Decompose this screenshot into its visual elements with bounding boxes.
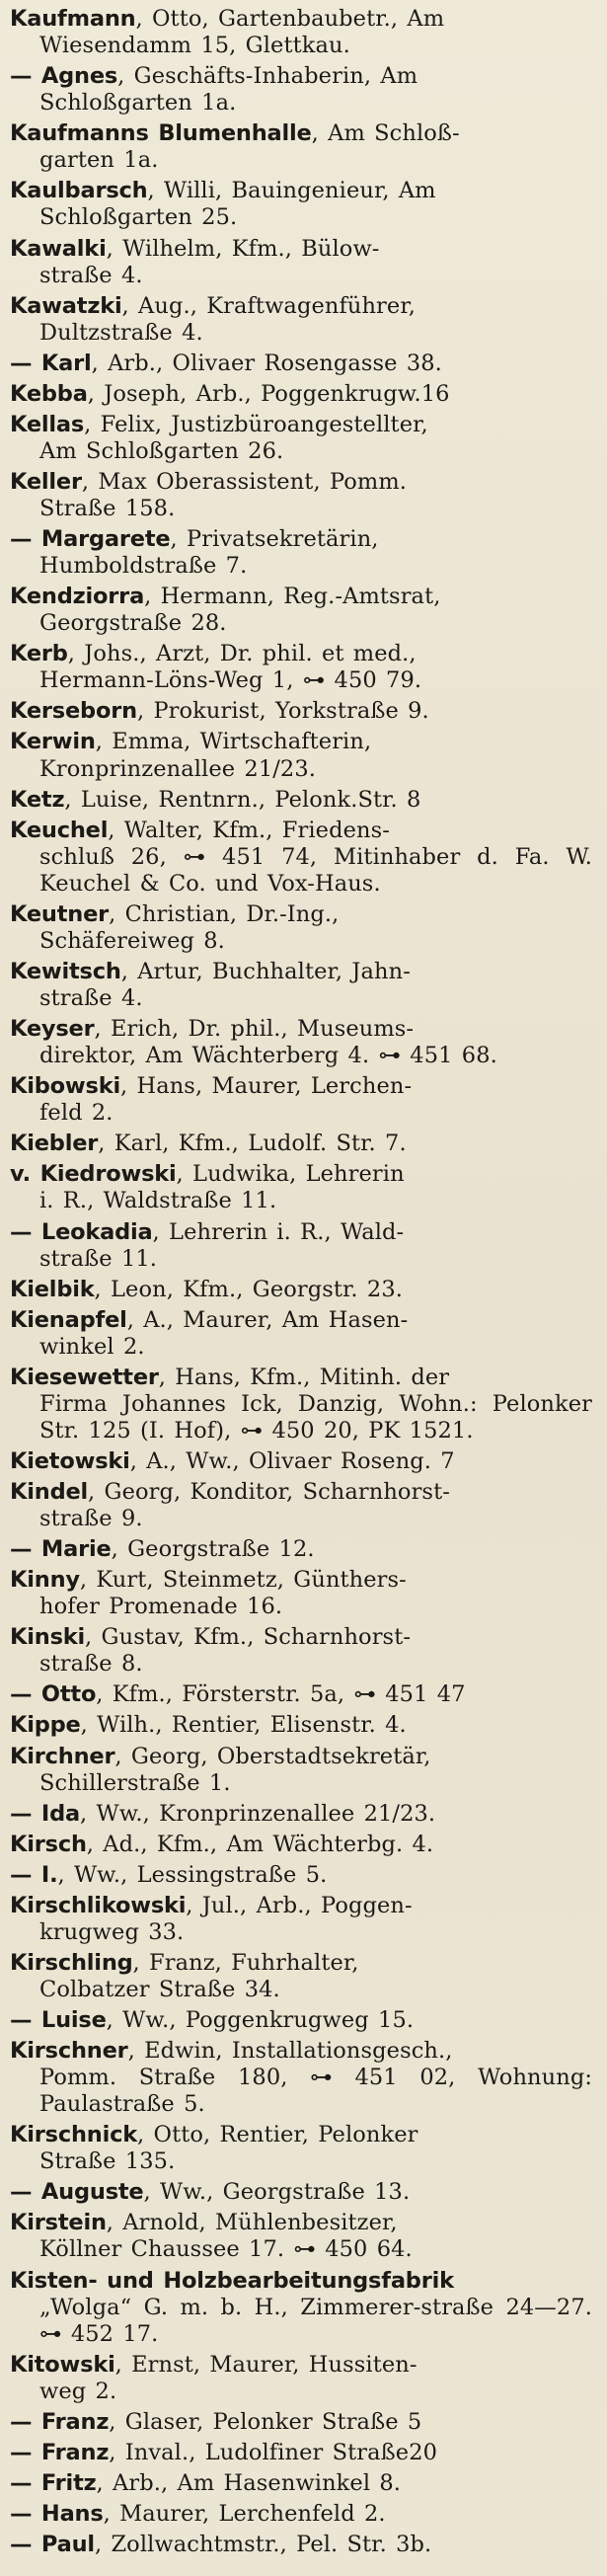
entry-details: , Kfm., Försterstr. 5a, ⊶ 451 47 xyxy=(96,1681,466,1708)
entry-continuation: Straße 158. xyxy=(39,496,176,522)
entry-details: , Privatsekretärin, xyxy=(170,526,379,553)
entry-details: , Willi, Bauingenieur, Am xyxy=(147,178,436,204)
entry-name: Kietowski xyxy=(10,1448,130,1474)
entry-name: Kiebler xyxy=(10,1131,99,1157)
entry-continuation: Schloßgarten 1a. xyxy=(39,90,237,117)
entry-name: — I. xyxy=(10,1861,58,1888)
entry-continuation: Köllner Chaussee 17. ⊶ 450 64. xyxy=(39,2236,413,2263)
entry-name: Kendziorra xyxy=(10,584,145,610)
directory-entry xyxy=(10,2210,592,2263)
directory-entry xyxy=(10,1448,592,1475)
entry-continuation: Schloßgarten 25. xyxy=(39,204,238,231)
entry-name: Kinski xyxy=(10,1624,86,1651)
entry-details: , Arnold, Mühlenbesitzer, xyxy=(106,2210,398,2236)
entry-details: , Georg, Oberstadtsekretär, xyxy=(114,1743,431,1769)
entry-details: , Ernst, Maurer, Hussiten- xyxy=(114,2351,417,2378)
entry-name: — Fritz xyxy=(10,2469,97,2496)
directory-entry xyxy=(10,1862,592,1889)
directory-entry xyxy=(10,1131,592,1157)
entry-continuation: straße 9. xyxy=(39,1506,143,1532)
entry-continuation: Hermann-Löns-Weg 1, ⊶ 450 79. xyxy=(39,667,422,694)
directory-entry xyxy=(10,787,592,814)
entry-details: , Ww., Lessingstraße 5. xyxy=(57,1861,328,1888)
entry-details: , Prokurist, Yorkstraße 9. xyxy=(136,698,429,725)
entry-continuation: direktor, Am Wächterberg 4. ⊶ 451 68. xyxy=(39,1043,497,1069)
directory-entry xyxy=(10,584,592,637)
entry-name: Kaufmanns Blumenhalle xyxy=(10,120,312,147)
entry-continuation: straße 4. xyxy=(39,985,143,1012)
directory-entry xyxy=(10,381,592,408)
entry-details: , Johs., Arzt, Dr. phil. et med., xyxy=(67,641,417,667)
directory-entry xyxy=(10,1073,592,1127)
entry-continuation: straße 11. xyxy=(39,1245,158,1272)
directory-entry xyxy=(10,818,592,898)
directory-entry xyxy=(10,469,592,522)
entry-details: , Arb., Am Hasenwinkel 8. xyxy=(96,2469,402,2496)
directory-entry xyxy=(10,1681,592,1708)
directory-entry xyxy=(10,1479,592,1532)
directory-entry xyxy=(10,6,592,59)
directory-entry xyxy=(10,1307,592,1361)
entry-name: — Franz xyxy=(10,2408,110,2435)
directory-entry xyxy=(10,1277,592,1303)
entry-details: , Georg, Konditor, Scharnhorst- xyxy=(88,1479,450,1506)
entry-name: Kebba xyxy=(10,380,88,407)
entry-name: Kindel xyxy=(10,1479,89,1506)
entry-name: — Luise xyxy=(10,2006,107,2033)
directory-entry xyxy=(10,2532,592,2558)
directory-entry xyxy=(10,2440,592,2466)
entry-continuation: „Wolga“ G. m. b. H., Zimmerer-straße 24—27. ⊶ 452 17. xyxy=(39,2294,592,2347)
directory-entry xyxy=(10,1744,592,1797)
entry-name: Kerseborn xyxy=(10,698,137,725)
directory-entry xyxy=(10,2352,592,2405)
entry-name: — Hans xyxy=(10,2500,104,2527)
directory-entry xyxy=(10,2501,592,2528)
entry-continuation: Wiesendamm 15, Glettkau. xyxy=(39,33,350,59)
entry-continuation: straße 4. xyxy=(39,262,143,288)
entry-name: Kirschlikowski xyxy=(10,1892,187,1918)
directory-entry xyxy=(10,236,592,289)
entry-details: , Arb., Olivaer Rosengasse 38. xyxy=(91,350,442,376)
entry-details: , Edwin, Installationsgesch., xyxy=(127,2038,453,2064)
directory-entries xyxy=(10,6,592,2568)
entry-name: Kitowski xyxy=(10,2351,115,2378)
entry-details: , Ww., Poggenkrugweg 15. xyxy=(106,2006,415,2033)
directory-entry xyxy=(10,1893,592,1946)
entry-name: Kirsch xyxy=(10,1831,87,1857)
entry-name: Kirschnick xyxy=(10,2122,138,2148)
entry-details: , Kurt, Steinmetz, Günthers- xyxy=(79,1567,407,1594)
entry-continuation: hofer Promenade 16. xyxy=(39,1594,283,1620)
directory-entry xyxy=(10,526,592,580)
entry-continuation: garten 1a. xyxy=(39,147,159,174)
entry-name: — Ida xyxy=(10,1800,80,1827)
entry-details: , Wilhelm, Kfm., Bülow- xyxy=(106,235,380,262)
entry-continuation: Humboldstraße 7. xyxy=(39,553,248,580)
entry-details: , Glaser, Pelonker Straße 5 xyxy=(109,2408,422,2435)
entry-continuation: straße 8. xyxy=(39,1651,143,1678)
directory-entry xyxy=(10,698,592,725)
entry-continuation: Colbatzer Straße 34. xyxy=(39,1976,280,2002)
entry-continuation: Straße 135. xyxy=(39,2148,176,2175)
entry-continuation: weg 2. xyxy=(39,2378,117,2404)
directory-entry xyxy=(10,1801,592,1828)
entry-details: , Otto, Rentier, Pelonker xyxy=(137,2122,418,2148)
entry-name: v. Kiedrowski xyxy=(10,1161,177,1188)
entry-name: Kirschling xyxy=(10,1949,133,1976)
entry-continuation: Schäfereiweg 8. xyxy=(39,927,225,954)
entry-continuation: Am Schloßgarten 26. xyxy=(39,437,284,464)
entry-continuation: Schillerstraße 1. xyxy=(39,1769,231,1796)
directory-entry xyxy=(10,729,592,782)
entry-name: Kienapfel xyxy=(10,1306,127,1333)
entry-details: , Christian, Dr.-Ing., xyxy=(109,900,340,927)
entry-name: Kaufmann xyxy=(10,6,136,32)
entry-details: , Luise, Rentnrn., Pelonk.Str. 8 xyxy=(64,786,421,813)
directory-entry xyxy=(10,2179,592,2206)
entry-name: Ketz xyxy=(10,786,65,813)
entry-details: , Inval., Ludolfiner Straße20 xyxy=(109,2439,438,2465)
directory-entry xyxy=(10,178,592,231)
entry-details: , Hans, Kfm., Mitinh. der xyxy=(158,1364,450,1390)
entry-name: Keller xyxy=(10,468,82,495)
entry-name: — Karl xyxy=(10,350,92,376)
entry-continuation: winkel 2. xyxy=(39,1333,145,1360)
entry-continuation: schluß 26, ⊶ 451 74, Mitinhaber d. Fa. W. Keuchel & Co. und Vox-Haus. xyxy=(39,843,592,897)
entry-details: , Zollwachtmstr., Pel. Str. 3b. xyxy=(94,2531,432,2557)
entry-name: — Marie xyxy=(10,1536,112,1563)
entry-name: — Leokadia xyxy=(10,1218,153,1245)
directory-entry xyxy=(10,2038,592,2118)
entry-details: , Ww., Kronprinzenallee 21/23. xyxy=(80,1800,436,1827)
entry-details: , Emma, Wirtschafterin, xyxy=(95,729,372,755)
entry-continuation: Firma Johannes Ick, Danzig, Wohn.: Pelonker Str. 125 (I. Hof), ⊶ 450 20, PK 1521. xyxy=(39,1390,592,1444)
entry-details: , Gustav, Kfm., Scharnhorst- xyxy=(85,1624,412,1651)
entry-name: Kerwin xyxy=(10,729,96,755)
directory-entry xyxy=(10,1950,592,2003)
entry-continuation: Georgstraße 28. xyxy=(39,610,227,637)
entry-details: , Walter, Kfm., Friedens- xyxy=(108,817,390,843)
directory-entry xyxy=(10,959,592,1012)
entry-name: Keyser xyxy=(10,1016,95,1043)
entry-details: , A., Maurer, Am Hasen- xyxy=(126,1306,409,1333)
directory-entry xyxy=(10,2268,592,2348)
entry-details: , Franz, Fuhrhalter, xyxy=(132,1949,359,1976)
entry-continuation: Kronprinzenallee 21/23. xyxy=(39,755,316,782)
entry-details: , Leon, Kfm., Georgstr. 23. xyxy=(94,1276,403,1302)
entry-name: — Auguste xyxy=(10,2179,144,2206)
entry-continuation: Pomm. Straße 180, ⊶ 451 02, Wohnung: Paulastraße 5. xyxy=(39,2065,592,2118)
entry-details: , Max Oberassistent, Pomm. xyxy=(81,468,408,495)
directory-entry xyxy=(10,1712,592,1739)
entry-details: , Ww., Georgstraße 13. xyxy=(143,2179,411,2206)
entry-name: — Paul xyxy=(10,2531,95,2557)
entry-name: Kawalki xyxy=(10,235,107,262)
entry-details: , Ludwika, Lehrerin xyxy=(176,1161,405,1188)
entry-details: , Karl, Kfm., Ludolf. Str. 7. xyxy=(98,1131,407,1157)
entry-name: Keutner xyxy=(10,900,110,927)
entry-name: Kewitsch xyxy=(10,958,121,984)
entry-details: , Ad., Kfm., Am Wächterbg. 4. xyxy=(86,1831,434,1857)
entry-details: , Georgstraße 12. xyxy=(111,1536,315,1563)
entry-name: — Agnes xyxy=(10,63,118,90)
entry-details: , Am Schloß- xyxy=(311,120,460,147)
directory-entry xyxy=(10,2122,592,2175)
entry-name: — Otto xyxy=(10,1681,97,1708)
directory-entry xyxy=(10,1567,592,1620)
entry-continuation: Dultzstraße 4. xyxy=(39,319,203,346)
entry-name: Kirstein xyxy=(10,2210,107,2236)
directory-entry xyxy=(10,641,592,694)
entry-details: , Otto, Gartenbaubetr., Am xyxy=(135,6,445,32)
directory-entry xyxy=(10,901,592,955)
entry-details: , Wilh., Rentier, Elisenstr. 4. xyxy=(80,1712,407,1739)
directory-entry xyxy=(10,412,592,465)
entry-name: Kirchner xyxy=(10,1743,115,1769)
entry-details: , A., Ww., Olivaer Roseng. 7 xyxy=(129,1448,455,1474)
directory-entry xyxy=(10,1365,592,1444)
directory-entry xyxy=(10,1219,592,1273)
directory-entry xyxy=(10,1016,592,1069)
directory-entry xyxy=(10,351,592,377)
directory-entry xyxy=(10,120,592,174)
entry-details: , Joseph, Arb., Poggenkrugw.16 xyxy=(87,380,450,407)
directory-entry xyxy=(10,1832,592,1858)
directory-entry xyxy=(10,1161,592,1214)
entry-details: , Hans, Maurer, Lerchen- xyxy=(119,1073,413,1100)
directory-entry xyxy=(10,1536,592,1563)
directory-entry xyxy=(10,2470,592,2497)
entry-name: Kinny xyxy=(10,1567,80,1594)
entry-name: Kellas xyxy=(10,411,85,437)
entry-name: Kawatzki xyxy=(10,292,122,319)
directory-entry xyxy=(10,63,592,117)
entry-details: , Maurer, Lerchenfeld 2. xyxy=(103,2500,386,2527)
entry-name: Kerb xyxy=(10,641,68,667)
entry-name: Kaulbarsch xyxy=(10,178,148,204)
entry-name: Kibowski xyxy=(10,1073,120,1100)
directory-entry xyxy=(10,293,592,347)
entry-continuation: feld 2. xyxy=(39,1100,114,1127)
directory-entry xyxy=(10,2007,592,2034)
entry-name: Kisten- und Holzbearbeitungsfabrik xyxy=(10,2267,454,2294)
entry-details: , Aug., Kraftwagenführer, xyxy=(121,292,416,319)
entry-details: , Geschäfts-Inhaberin, Am xyxy=(117,63,418,90)
entry-name: — Franz xyxy=(10,2439,110,2465)
entry-details: , Jul., Arb., Poggen- xyxy=(186,1892,413,1918)
entry-details: , Artur, Buchhalter, Jahn- xyxy=(120,958,411,984)
entry-name: Kielbik xyxy=(10,1276,95,1302)
entry-name: Kippe xyxy=(10,1712,81,1739)
directory-entry xyxy=(10,2409,592,2436)
entry-details: , Erich, Dr. phil., Museums- xyxy=(94,1016,415,1043)
entry-details: , Hermann, Reg.-Amtsrat, xyxy=(144,584,441,610)
directory-entry xyxy=(10,1624,592,1678)
entry-name: Kiesewetter xyxy=(10,1364,159,1390)
entry-details: , Felix, Justizbüroangestellter, xyxy=(84,411,428,437)
entry-name: — Margarete xyxy=(10,526,171,553)
entry-continuation: krugweg 33. xyxy=(39,1918,185,1945)
entry-details: , Lehrerin i. R., Wald- xyxy=(152,1218,405,1245)
entry-continuation: i. R., Waldstraße 11. xyxy=(39,1188,277,1214)
entry-name: Keuchel xyxy=(10,817,109,843)
entry-name: Kirschner xyxy=(10,2038,128,2064)
